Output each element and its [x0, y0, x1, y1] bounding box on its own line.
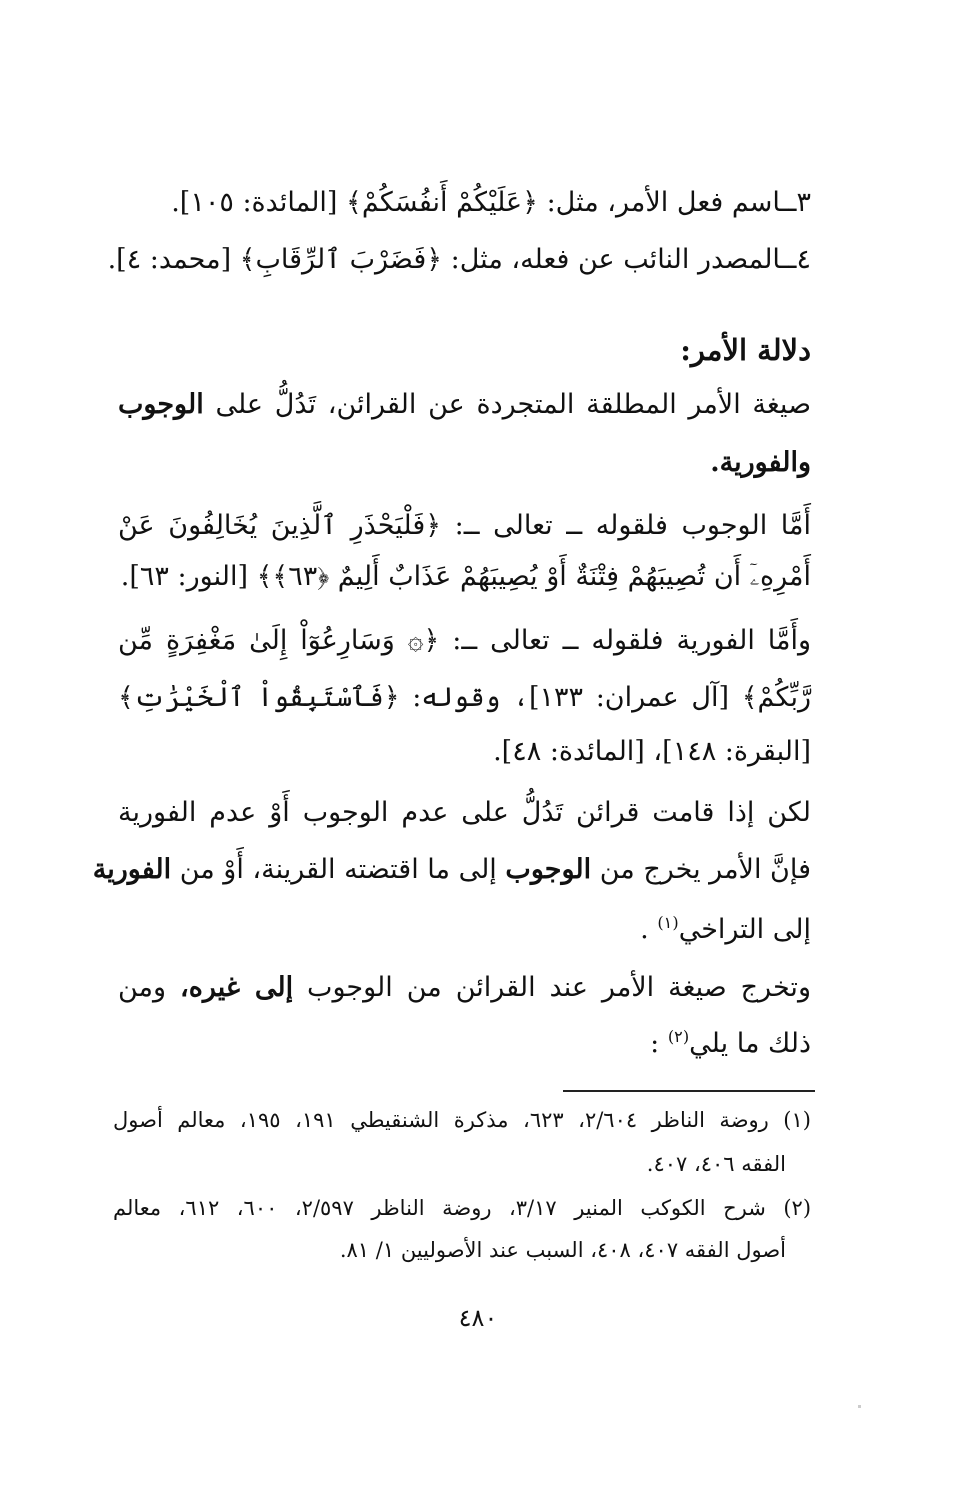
footnote-2-line-2: أصول الفقه ٤٠٧، ٤٠٨، السبب عند الأصوليين ١/ ٨١. [339, 1238, 786, 1262]
paragraph-4-line-2 [92, 850, 811, 890]
paragraph-3-line-2: رَّبِّكُمْ﴾ [آل عمران: ١٣٣]، وقوله: ﴿فَٱسْتَبِقُواْ ٱلْخَيْرَٰتِ﴾ [118, 682, 811, 713]
section-heading: دلالة الأمر: [680, 333, 811, 367]
paragraph-4-line-3 [118, 910, 811, 950]
text: ذلك ما يلي [689, 1028, 811, 1059]
paragraph-2-line-1: أَمَّا الوجوب فلقوله ــ تعالى ــ: ﴿فَلْيَحْذَرِ ٱلَّذِينَ يُخَالِفُونَ عَنْ [118, 510, 811, 541]
bold-term: الوجوب [118, 389, 204, 420]
bold-term: الفورية [92, 854, 172, 885]
bold-term: إلى غيره، [180, 972, 294, 1003]
footnote-2-line-1: (٢) شرح الكوكب المنير ٣/١٧، روضة الناظر ٢/٥٩٧، ٦٠٠، ٦١٢، معالم [113, 1196, 812, 1220]
text: إلى ما اقتضته القرينة، أَوْ من [179, 854, 497, 885]
text: فإنَّ الأمر يخرج من [599, 854, 811, 885]
text: وتخرج صيغة الأمر عند القرائن من الوجوب [307, 972, 811, 1003]
list-item-3: ٣ــاسم فعل الأمر، مثل: ﴿عَلَيْكُمْ أَنفُسَكُمْ﴾ [المائدة: ١٠٥]. [171, 187, 811, 218]
paragraph-5-line-2 [118, 1024, 811, 1064]
footnote-ref[interactable]: (٢) [667, 1027, 690, 1046]
text: إلى التراخي [678, 914, 811, 945]
scan-speck [858, 1405, 861, 1408]
paragraph-4-line-1: لكن إذا قامت قرائن تَدُلُّ على عدم الوجوب أَوْ عدم الفورية [118, 797, 811, 828]
paragraph-2-line-2: أَمْرِهِۦٓ أَن تُصِيبَهُمْ فِتْنَةٌ أَوْ يُصِيبَهُمْ عَذَابٌ أَلِيمٌ ﴿٦٣﴾﴾ [النور: ٦٣]. [120, 561, 811, 592]
paragraph-1-line-1 [118, 385, 811, 425]
paragraph-3-line-3: [البقرة: ١٤٨]، [المائدة: ٤٨]. [493, 736, 811, 767]
text: صيغة الأمر المطلقة المتجردة عن القرائن، تَدُلُّ على [215, 389, 811, 420]
paragraph-1-line-2: والفورية. [710, 447, 811, 478]
footnote-ref[interactable]: (١) [657, 913, 679, 932]
paragraph-5-line-1 [118, 968, 811, 1008]
bold-term: الوجوب [505, 854, 592, 885]
list-item-4: ٤ــالمصدر النائب عن فعله، مثل: ﴿فَضَرْبَ ٱلرِّقَابِ﴾ [محمد: ٤]. [107, 244, 811, 275]
footnote-1-line-1: (١) روضة الناظر ٢/٦٠٤، ٦٢٣، مذكرة الشنقيطي ١٩١، ١٩٥، معالم أصول [113, 1108, 811, 1132]
text: : [650, 1028, 660, 1059]
page-number: ٤٨٠ [458, 1304, 498, 1332]
text: ومن [118, 972, 167, 1003]
footnote-1-line-2: الفقه ٤٠٦، ٤٠٧. [646, 1152, 786, 1176]
footnote-divider [563, 1090, 815, 1092]
paragraph-3-line-1: وأَمَّا الفورية فلقوله ــ تعالى ــ: ﴿۞ وَسَارِعُوٓاْ إِلَىٰ مَغْفِرَةٍ مِّن [118, 625, 811, 656]
text: . [640, 914, 649, 945]
